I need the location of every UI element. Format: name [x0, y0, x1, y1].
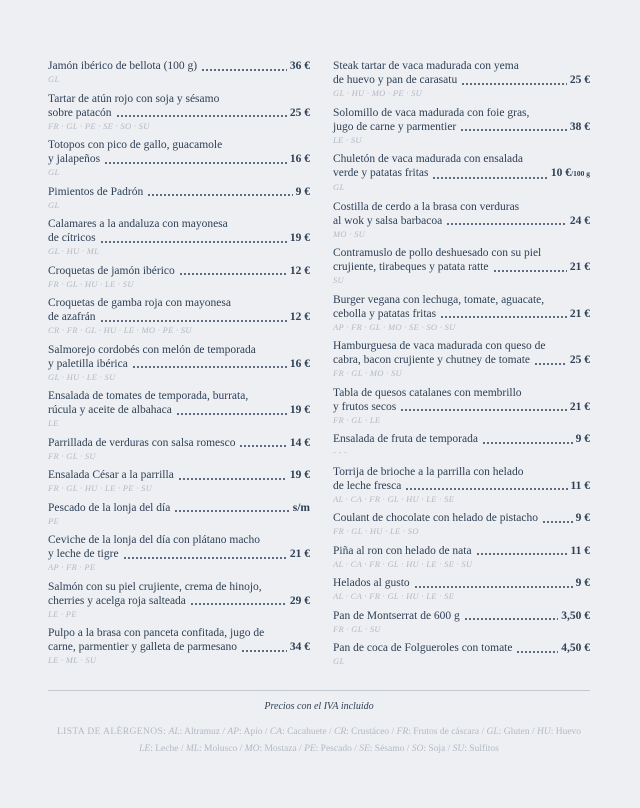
- item-allergens: AL · CA · FR · GL · HU · LE · SE · SU: [333, 558, 473, 569]
- item-name-line1: Salmorejo cordobés con melón de temporada: [48, 343, 256, 356]
- item-price: 21 €: [569, 261, 590, 273]
- item-name: Helados al gusto: [333, 577, 410, 589]
- item-name-line1: Calamares a la andaluza con mayonesa: [48, 218, 228, 230]
- item-name-line2: [333, 214, 590, 228]
- item-name: y leche de tigre: [48, 548, 119, 560]
- item-allergens: SU: [333, 275, 344, 285]
- dot-leader: [461, 83, 567, 85]
- dot-leader: [116, 115, 287, 117]
- allergen-legend-items-2: LE: Leche / ML: Molusco / MO: Mostaza / PE: Pescado / SE: Sésamo / SO: Soja / SU: Sulfitos: [139, 744, 499, 754]
- item-name: al wok y salsa barbacoa: [333, 214, 443, 227]
- menu-item: [48, 185, 310, 212]
- item-name-line2: [333, 511, 590, 525]
- item-name-line2: [333, 166, 590, 181]
- item-name: jugo de carne y parmentier: [333, 120, 457, 133]
- item-price: 38 €: [569, 120, 590, 133]
- item-name: y jalapeños: [48, 153, 101, 165]
- item-allergens: LE · ML · SU: [48, 655, 97, 665]
- item-name: y paletilla ibérica: [48, 357, 128, 370]
- item-price: 11 €: [570, 479, 590, 492]
- item-name: y frutos secos: [333, 400, 397, 413]
- dot-leader: [446, 223, 567, 225]
- menu-item: [333, 106, 590, 147]
- item-name-line2: [333, 353, 590, 367]
- item-price: 9 €: [575, 512, 590, 524]
- item-allergens: LE · PE: [48, 608, 77, 619]
- item-allergens: AP · FR · GL · MO · SE · SO · SU: [333, 321, 456, 332]
- menu-item: [48, 138, 310, 179]
- item-name: Pan de coca de Folgueroles con tomate: [333, 642, 513, 654]
- dot-leader: [464, 618, 558, 620]
- item-name-line2: [333, 432, 590, 446]
- dot-leader: [201, 69, 287, 71]
- item-allergens: GL · HU · LE · SU: [48, 371, 116, 382]
- dot-leader: [239, 445, 286, 447]
- menu-item: [333, 386, 590, 427]
- item-name-line2: [48, 106, 310, 120]
- menu-item: [48, 501, 310, 528]
- menu-item: [48, 264, 310, 291]
- item-price: 10 €: [550, 167, 572, 179]
- item-price: 21 €: [569, 400, 590, 413]
- menu-item: [333, 293, 590, 334]
- item-price: 25 €: [569, 74, 590, 86]
- dot-leader: [460, 129, 567, 131]
- item-name: cebolla y patatas fritas: [333, 307, 437, 320]
- dot-leader: [542, 521, 573, 523]
- dot-leader: [476, 553, 568, 555]
- item-name: de cítricos: [48, 232, 96, 244]
- item-name: cabra, bacon crujiente y chutney de tomate: [333, 354, 531, 366]
- item-price: 36 €: [289, 60, 310, 72]
- dot-leader: [104, 162, 287, 164]
- dot-leader: [100, 320, 287, 322]
- item-price: 19 €: [289, 404, 310, 416]
- item-name-line2: [333, 609, 590, 623]
- item-name-line1: Hamburguesa de vaca madurada con queso de: [333, 340, 546, 352]
- item-name: Ensalada de fruta de temporada: [333, 433, 478, 445]
- item-name: Croquetas de jamón ibérico: [48, 264, 175, 277]
- allergen-legend-label: LISTA DE ALÉRGENOS:: [56, 726, 167, 737]
- item-allergens: AP · FR · PE: [48, 562, 96, 572]
- item-name-line2: [48, 59, 310, 73]
- item-allergens: AL · CA · FR · GL · HU · LE · SE: [333, 591, 455, 601]
- dot-leader: [534, 363, 567, 365]
- menu-item: [333, 432, 590, 459]
- item-allergens: CR · FR · GL · HU · LE · MO · PE · SU: [48, 325, 192, 335]
- item-name: rúcula y aceite de albahaca: [48, 404, 172, 416]
- dot-leader: [516, 651, 558, 653]
- dot-leader: [100, 241, 287, 243]
- menu-item: [48, 343, 310, 384]
- item-allergens: LE · SU: [333, 134, 362, 145]
- item-name-line2: [333, 576, 590, 590]
- item-allergens: FR · GL · HU · LE · PE · SU: [48, 483, 153, 493]
- item-name-line1: Burger vegana con lechuga, tomate, aguacate,: [333, 293, 545, 306]
- item-name-line1: Tartar de atún rojo con soja y sésamo: [48, 92, 220, 105]
- item-allergens: GL · HU · MO · PE · SU: [333, 88, 423, 98]
- item-name: Coulant de chocolate con helado de pistacho: [333, 512, 539, 524]
- item-allergens: FR · GL · HU · LE · SU: [48, 278, 134, 289]
- item-allergens: AL · CA · FR · GL · HU · LE · SE: [333, 493, 455, 504]
- dot-leader: [440, 316, 567, 318]
- item-price: 3,50 €: [561, 609, 590, 622]
- item-price: 16 €: [289, 357, 310, 370]
- item-allergens: GL · HU · ML: [48, 246, 100, 256]
- item-name-line2: [48, 468, 310, 482]
- dot-leader: [241, 650, 287, 652]
- item-allergens: GL: [48, 167, 60, 177]
- item-price: 12 €: [289, 311, 310, 323]
- item-name-line2: [333, 544, 590, 558]
- item-allergens: MO · SU: [333, 228, 366, 239]
- item-name-line2: [48, 152, 310, 166]
- menu-columns: [48, 59, 590, 674]
- item-name-line2: [48, 501, 310, 515]
- menu-item: [333, 641, 590, 668]
- footer-divider: [48, 690, 590, 691]
- item-price: 9 €: [575, 577, 590, 589]
- allergen-legend: [48, 724, 590, 759]
- item-price: 12 €: [289, 264, 310, 277]
- item-price: 9 €: [575, 433, 590, 445]
- dot-leader: [414, 586, 573, 588]
- iva-note: Precios con el IVA incluido: [264, 700, 374, 712]
- dot-leader: [176, 413, 287, 415]
- item-price: 25 €: [569, 354, 590, 366]
- item-name-line1: Ceviche de la lonja del día con plátano macho: [48, 534, 261, 546]
- item-name-line2: [48, 547, 310, 561]
- item-name: carne, parmentier y galleta de parmesano: [48, 641, 238, 653]
- menu-item: [48, 436, 310, 463]
- item-name-line1: Torrija de brioche a la parrilla con helado: [333, 465, 524, 478]
- item-name: de leche fresca: [333, 479, 402, 492]
- item-name: verde y patatas fritas: [333, 167, 429, 179]
- item-name-line2: [48, 310, 310, 324]
- item-name-line1: Totopos con pico de gallo, guacamole: [48, 139, 223, 151]
- item-price: 19 €: [289, 469, 310, 481]
- item-price: 4,50 €: [561, 642, 590, 654]
- dot-leader: [123, 557, 287, 559]
- item-name: de azafrán: [48, 311, 96, 323]
- item-name-line1: Croquetas de gamba roja con mayonesa: [48, 297, 231, 309]
- item-price: 19 €: [289, 232, 310, 244]
- item-name: Ensalada César a la parrilla: [48, 469, 174, 481]
- item-name-line2: [333, 260, 590, 274]
- menu-item: [48, 468, 310, 495]
- menu-item: [48, 92, 310, 133]
- menu-column-right: [333, 59, 590, 674]
- dot-leader: [174, 510, 289, 512]
- item-name-line2: [333, 479, 590, 493]
- menu-column-left: [48, 59, 310, 674]
- item-price: 21 €: [569, 307, 590, 320]
- dot-leader: [482, 442, 573, 444]
- item-name: Pan de Montserrat de 600 g: [333, 609, 460, 622]
- menu-item: [48, 59, 310, 86]
- item-allergens: FR · GL · MO · SU: [333, 368, 402, 378]
- item-price: 11 €: [570, 544, 590, 557]
- dot-leader: [178, 478, 287, 480]
- item-name-line1: Steak tartar de vaca madurada con yema: [333, 60, 519, 72]
- item-price: 34 €: [289, 641, 310, 653]
- menu-item: [333, 544, 590, 571]
- item-allergens: FR · GL · SU: [48, 450, 96, 461]
- item-name-line2: [48, 185, 310, 199]
- item-name-line1: Pulpo a la brasa con panceta confitada, jugo de: [48, 627, 265, 639]
- dot-leader: [190, 603, 287, 605]
- dot-leader: [179, 273, 287, 275]
- item-name-line2: [48, 403, 310, 417]
- item-name-line2: [48, 640, 310, 654]
- item-name-line2: [48, 594, 310, 608]
- item-name-line2: [333, 73, 590, 87]
- dot-leader: [132, 366, 287, 368]
- item-price: 29 €: [289, 594, 310, 607]
- item-allergens: FR · GL · PE · SE · SO · SU: [48, 120, 150, 131]
- allergen-legend-line-2: [48, 741, 590, 759]
- item-name: Parrillada de verduras con salsa romesco: [48, 436, 236, 449]
- item-price: 24 €: [569, 214, 590, 227]
- allergen-legend-line-1: [48, 724, 590, 742]
- item-allergens: PE: [48, 515, 59, 526]
- item-allergens: FR · GL · HU · LE · SO: [333, 526, 419, 536]
- item-name: Pimientos de Padrón: [48, 185, 144, 198]
- item-price: 25 €: [289, 106, 310, 119]
- item-name-line1: Chuletón de vaca madurada con ensalada: [333, 153, 523, 165]
- item-name-line2: [48, 357, 310, 371]
- item-name-line2: [48, 264, 310, 278]
- menu-item: [48, 296, 310, 337]
- item-allergens: GL: [48, 74, 60, 84]
- item-price-unit: /100 g: [571, 169, 590, 178]
- menu-item: [48, 626, 310, 667]
- item-name: sobre patacón: [48, 106, 112, 119]
- dot-leader: [400, 409, 567, 411]
- item-price: 14 €: [289, 436, 310, 449]
- item-name-line1: Ensalada de tomates de temporada, burrata,: [48, 390, 249, 402]
- item-allergens: LE: [48, 418, 59, 428]
- item-price: s/m: [292, 501, 310, 514]
- item-name: de huevo y pan de carasatu: [333, 74, 458, 86]
- dot-leader: [405, 488, 567, 490]
- menu-item: [333, 465, 590, 506]
- item-price: 16 €: [289, 153, 310, 165]
- dot-leader: [432, 177, 547, 179]
- item-price: 9 €: [295, 185, 310, 198]
- item-name-line2: [333, 400, 590, 414]
- item-allergens: GL: [333, 656, 345, 666]
- item-name: crujiente, tirabeques y patata ratte: [333, 261, 489, 273]
- dot-leader: [493, 270, 567, 272]
- menu-item: [48, 217, 310, 258]
- item-name-line2: [48, 231, 310, 245]
- allergen-legend-items-1: AL: Altramuz / AP: Apio / CA: Cacahuete / CR: Crustáceo / FR: Frutos de cáscara / GL: Gluten / HU: Huevo: [168, 726, 582, 737]
- item-allergens: FR · GL · LE: [333, 414, 381, 425]
- menu-item: [333, 576, 590, 603]
- item-name-line1: Contramuslo de pollo deshuesado con su piel: [333, 247, 542, 259]
- item-name-line1: Solomillo de vaca madurada con foie gras,: [333, 106, 530, 119]
- menu-item: [333, 152, 590, 194]
- menu-item: [48, 533, 310, 574]
- item-name: Pescado de la lonja del día: [48, 501, 171, 514]
- item-name-line1: Tabla de quesos catalanes con membrillo: [333, 386, 522, 399]
- item-allergens: GL: [48, 199, 60, 210]
- item-name-line2: [333, 641, 590, 655]
- item-name: Piña al ron con helado de nata: [333, 544, 472, 557]
- item-name-line2: [48, 436, 310, 450]
- menu-item: [48, 389, 310, 430]
- dot-leader: [147, 194, 292, 196]
- menu-item: [333, 246, 590, 287]
- menu-item: [333, 339, 590, 380]
- menu-item: [333, 511, 590, 538]
- item-name: Jamón ibérico de bellota (100 g): [48, 60, 198, 72]
- item-name-line2: [333, 120, 590, 134]
- item-allergens: - - -: [333, 447, 348, 457]
- menu-item: [48, 580, 310, 621]
- item-name-line1: Costilla de cerdo a la brasa con verduras: [333, 200, 520, 213]
- item-allergens: FR · GL · SU: [333, 623, 381, 634]
- item-name-line2: [333, 307, 590, 321]
- item-allergens: GL: [333, 182, 345, 192]
- menu-item: [333, 59, 590, 100]
- menu-item: [333, 200, 590, 241]
- item-name: cherries y acelga roja salteada: [48, 594, 186, 607]
- menu-item: [333, 609, 590, 636]
- item-price: 21 €: [289, 548, 310, 560]
- item-name-line1: Salmón con su piel crujiente, crema de hinojo,: [48, 580, 262, 593]
